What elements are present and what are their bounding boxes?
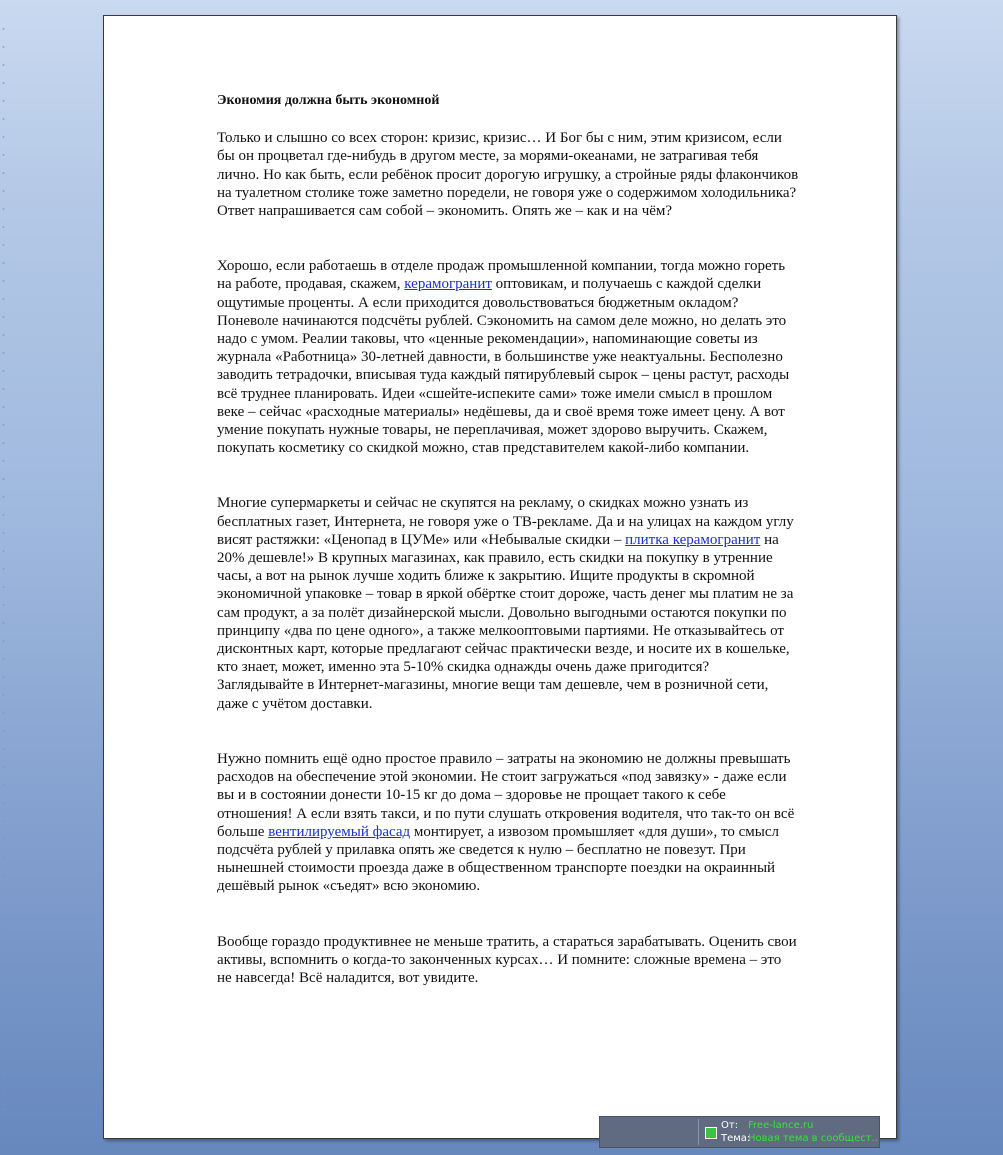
- link-keramogranit[interactable]: керамогранит: [404, 276, 492, 293]
- paragraph-spacer: [217, 457, 847, 494]
- document-content: [217, 92, 847, 987]
- paragraph-4: [217, 750, 847, 896]
- paragraph-spacer: [217, 713, 847, 750]
- link-ventiliruemyi-fasad[interactable]: вентилируемый фасад: [268, 823, 411, 840]
- notification-subject-row: [721, 1133, 878, 1145]
- paragraph-2-text-a: Хорошо, если работаешь в отделе продаж промышленной компании, тогда можно гореть на работе, продавая, скажем,: [217, 258, 786, 293]
- notification-from-value[interactable]: Free-lance.ru: [748, 1120, 814, 1131]
- link-plitka-keramogranit[interactable]: плитка керамогранит: [625, 531, 761, 548]
- message-icon: [705, 1127, 717, 1139]
- paragraph-1: Только и слышно со всех сторон: кризис, кризис… И Бог бы с ним, этим кризисом, если бы он процветал где-нибудь в другом месте, за морями-океанами, не затрагивая тебя лично. Но как быть, если ребёнок просит дорогую игрушку, а стройные ряды флакончиков на туалетном столике тоже заметно поредели, не говоря уже о содержимом холодильника? Ответ напрашивается сам собой – экономить. Опять же – как и на чём?: [217, 130, 799, 220]
- paragraph-2-text-b: оптовикам, и получаешь с каждой сделки ощутимые проценты. А если приходится довольствоваться бюджетным окладом? Поневоле начинаются подсчёты рублей. Сэкономить на самом деле можно, но делать это надо с умом. Реалии таковы, что «ценные рекомендации», напоминающие советы из журнала «Работница» 30-летней давности, в большинстве уже неактуальны. Бесполезно заводить тетрадочки, вписывая туда каждый пятирублевый сырок – цены растут, расходы всё труднее планировать. Идеи «сшейте-испеките сами» тоже имели смысл в прошлом веке – сейчас «расходные материалы» недёшевы, да и своё время тоже имеет цену. А вот умение покупать нужные товары, не переплачивая, может здорово выручить. Скажем, покупать косметику со скидкой можно, став представителем какой-либо компании.: [217, 276, 790, 457]
- notification-subject-label: Тема:: [721, 1133, 751, 1144]
- notification-divider: [698, 1119, 699, 1145]
- paragraph-spacer: [217, 896, 847, 933]
- document-title: Экономия должна быть экономной: [217, 93, 440, 108]
- document-page[interactable]: [103, 15, 897, 1139]
- paragraph-5: Вообще гораздо продуктивнее не меньше тратить, а стараться зарабатывать. Оценить свои активы, вспомнить о когда-то законченных курсах… И помните: сложные времена – это не навсегда! Всё наладится, вот увидите.: [217, 933, 797, 986]
- notification-from-row: [721, 1120, 813, 1132]
- paragraph-3: [217, 494, 847, 712]
- notification-from-label: От:: [721, 1120, 739, 1131]
- paragraph-4-text-b: монтирует, а извозом промышляет «для души», то смысл подсчёта рублей у прилавка опять же сведется к нулю – бесплатно не повезут. При нынешней стоимости проезда даже в общественном транспорте поездки на окраинный дешёвый рынок «съедят» всю экономию.: [217, 823, 779, 895]
- notification-subject-value[interactable]: Новая тема в сообщест..: [748, 1133, 878, 1144]
- message-notification-popup[interactable]: [599, 1116, 880, 1148]
- paragraph-4-text-a: Нужно помнить ещё одно простое правило – затраты на экономию не должны превышать расходов на обеспечение этой экономии. Не стоит загружаться «под завязку» - даже если вы и в состоянии донести 10-15 кг до дома – здоровье не прощает такого к себе отношения! А если взять такси, и по пути слушать откровения водителя, что так-то он всё больше: [217, 750, 795, 840]
- paragraph-3-text-a: Многие супермаркеты и сейчас не скупятся на рекламу, о скидках можно узнать из бесплатных газет, Интернета, не говоря уже о ТВ-рекламе. Да и на улицах на каждом углу висят растяжки: «Ценопад в ЦУМе» или «Небывалые скидки –: [217, 495, 794, 548]
- paragraph-2: [217, 257, 847, 457]
- paragraph-3-text-b: на 20% дешевле!» В крупных магазинах, как правило, есть скидки на покупку в утренние часы, а вот на рынок лучше ходить ближе к закрытию. Ищите продукты в скромной экономичной упаковке – товар в яркой обёртке стоит дороже, часть денег мы платим не за сам продукт, а за полёт дизайнерской мысли. Довольно выгодными остаются покупки по принципу «два по цене одного», а также мелкооптовыми партиями. Не отказывайтесь от дисконтных карт, которые предлагают сейчас практически везде, и носите их в кошельке, кто знает, может, именно эта 5-10% скидка однажды очень даже пригодится? Заглядывайте в Интернет-магазины, многие вещи там дешевле, чем в розничной сети, даже с учётом доставки.: [217, 531, 794, 712]
- ruler-dots: [2, 20, 5, 1120]
- paragraph-spacer: [217, 220, 847, 257]
